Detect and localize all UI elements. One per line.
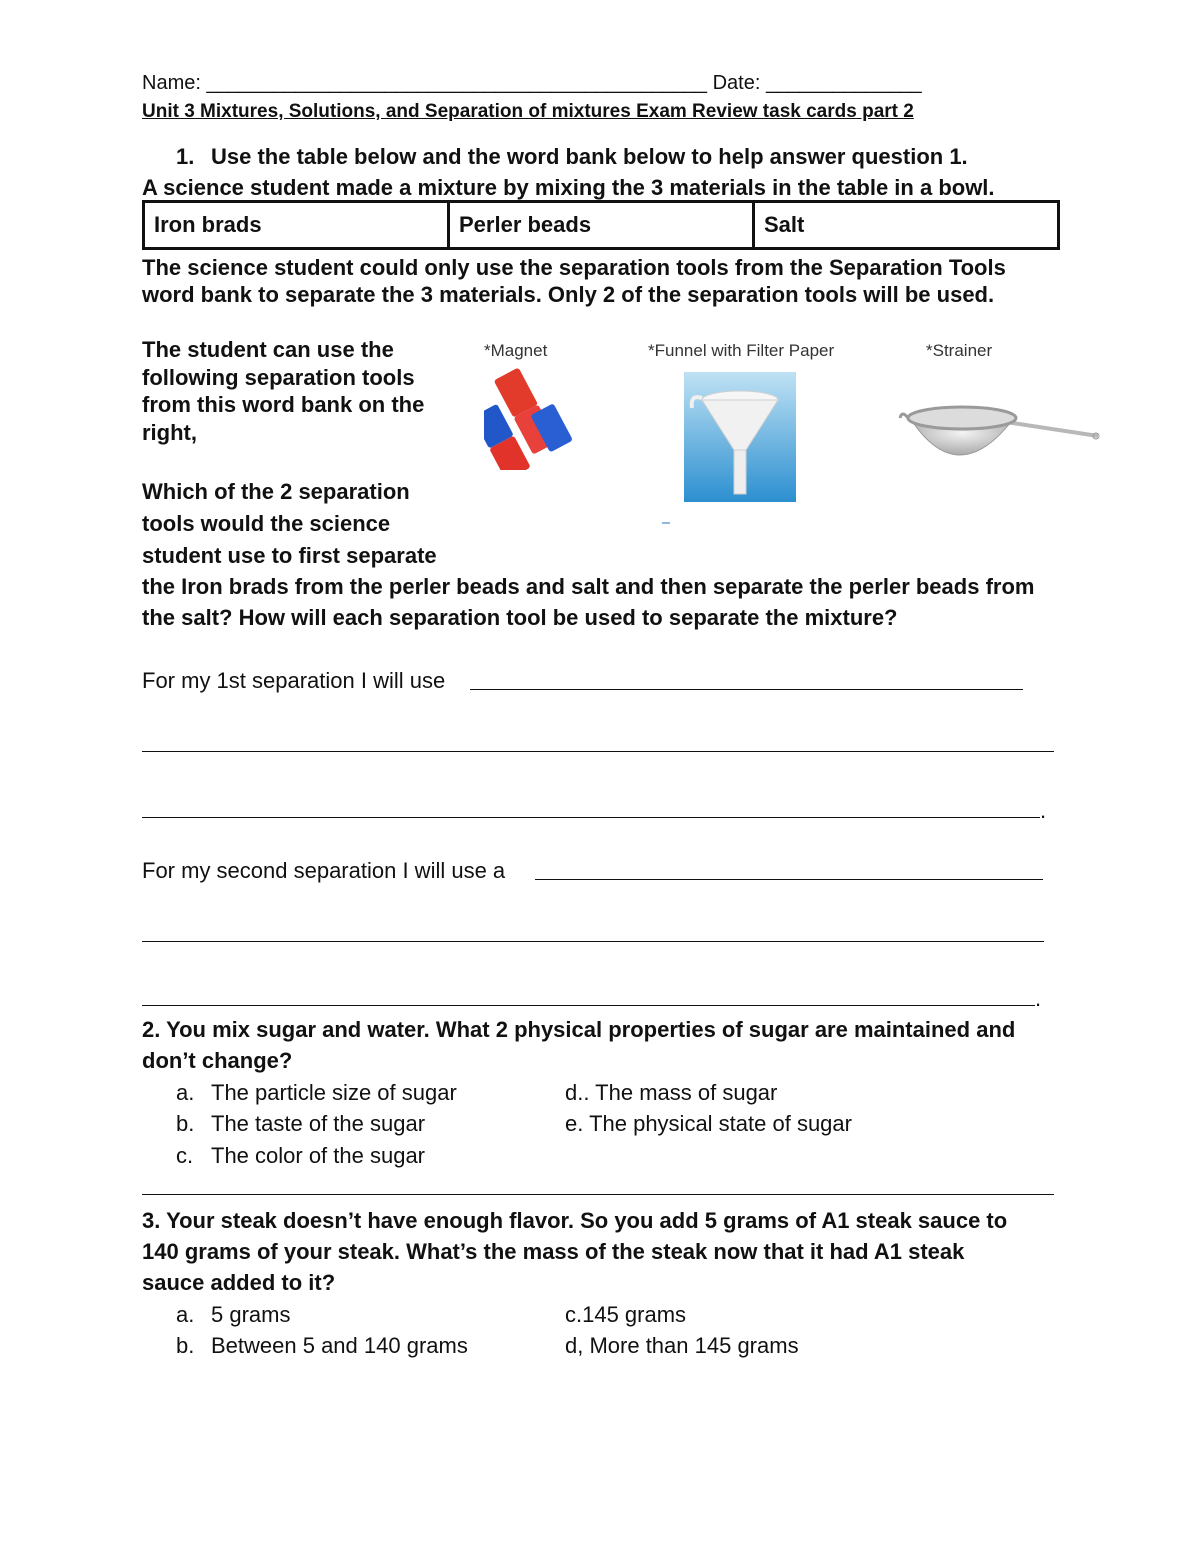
q1-constraint-line1: The science student could only use the separation tools from the Separation Tools (142, 255, 1006, 280)
q2-option-b[interactable]: The taste of the sugar (211, 1111, 426, 1136)
name-blank[interactable]: _____________________________________________ (206, 72, 708, 94)
q3-option-a[interactable]: 5 grams (211, 1302, 291, 1327)
q1-constraint-line2: word bank to separate the 3 materials. Only 2 of the separation tools will be used. (142, 282, 995, 307)
q1-question-text: student use to first separate (142, 543, 437, 568)
date-blank[interactable]: ______________ (765, 72, 922, 94)
q3-option-b[interactable]: Between 5 and 140 grams (211, 1333, 468, 1358)
material-cell: Perler beads (449, 202, 754, 249)
q2-option-letter: c. (176, 1143, 194, 1168)
q2-option-letter: b. (176, 1111, 195, 1136)
answer2-line[interactable] (142, 941, 1044, 942)
q2-question-line1: 2. You mix sugar and water. What 2 physical properties of sugar are maintained and (142, 1017, 1016, 1042)
q3-question-line2: 140 grams of your steak. What’s the mass of the steak now that it had A1 steak (142, 1239, 965, 1264)
name-row (142, 72, 922, 95)
date-label: Date: (712, 72, 761, 94)
section-divider (142, 1194, 1054, 1195)
funnel-icon (684, 372, 796, 502)
answer1-period: . (1040, 798, 1047, 823)
answer1-line[interactable] (142, 751, 1054, 752)
q1-question-cont1: the Iron brads from the perler beads and salt and then separate the perler beads from (142, 574, 1035, 599)
answer2-prompt: For my second separation I will use a (142, 858, 506, 883)
tool-label-magnet: *Magnet (484, 341, 548, 360)
answer1-blank[interactable] (470, 689, 1023, 690)
tool-label-strainer: *Strainer (926, 341, 993, 360)
q2-question-line2: don’t change? (142, 1048, 293, 1073)
wordbank-text: The student can use the (142, 337, 394, 362)
q1-question-cont2: the salt? How will each separation tool be used to separate the mixture? (142, 605, 898, 630)
page-title: Unit 3 Mixtures, Solutions, and Separation of mixtures Exam Review task cards part 2 (142, 101, 914, 122)
magnet-icon (484, 360, 574, 470)
answer2-blank[interactable] (535, 879, 1043, 880)
q3-option-d[interactable]: d, More than 145 grams (565, 1333, 799, 1358)
q3-question-line1: 3. Your steak doesn’t have enough flavor. So you add 5 grams of A1 steak sauce to (142, 1208, 1008, 1233)
q2-option-e[interactable]: e. The physical state of sugar (565, 1111, 852, 1136)
name-label: Name: (142, 72, 201, 94)
q3-option-c[interactable]: c.145 grams (565, 1302, 687, 1327)
answer1-prompt: For my 1st separation I will use (142, 668, 446, 693)
answer1-line[interactable] (142, 817, 1040, 818)
wordbank-text: right, (142, 420, 197, 445)
q2-option-c[interactable]: The color of the sugar (211, 1143, 426, 1168)
tool-label-funnel: *Funnel with Filter Paper (648, 341, 835, 360)
funnel-mark (662, 522, 670, 524)
q2-option-letter: a. (176, 1080, 195, 1105)
materials-table (142, 200, 1060, 250)
q1-number: 1. (176, 144, 195, 169)
answer2-line[interactable] (142, 1005, 1035, 1006)
q2-option-d[interactable]: d.. The mass of sugar (565, 1080, 778, 1105)
q1-instruction: Use the table below and the word bank below to help answer question 1. (211, 144, 968, 169)
material-cell: Salt (754, 202, 1059, 249)
q2-option-a[interactable]: The particle size of sugar (211, 1080, 457, 1105)
q1-question-text: tools would the science (142, 511, 391, 536)
q1-intro: A science student made a mixture by mixing the 3 materials in the table in a bowl. (142, 175, 995, 200)
wordbank-text: following separation tools (142, 365, 415, 390)
strainer-icon (896, 392, 1102, 472)
q3-question-line3: sauce added to it? (142, 1270, 336, 1295)
material-cell: Iron brads (144, 202, 449, 249)
q1-question-text: Which of the 2 separation (142, 479, 410, 504)
wordbank-text: from this word bank on the (142, 392, 425, 417)
q3-option-letter: a. (176, 1302, 195, 1327)
q3-option-letter: b. (176, 1333, 195, 1358)
answer2-period: . (1035, 986, 1042, 1011)
